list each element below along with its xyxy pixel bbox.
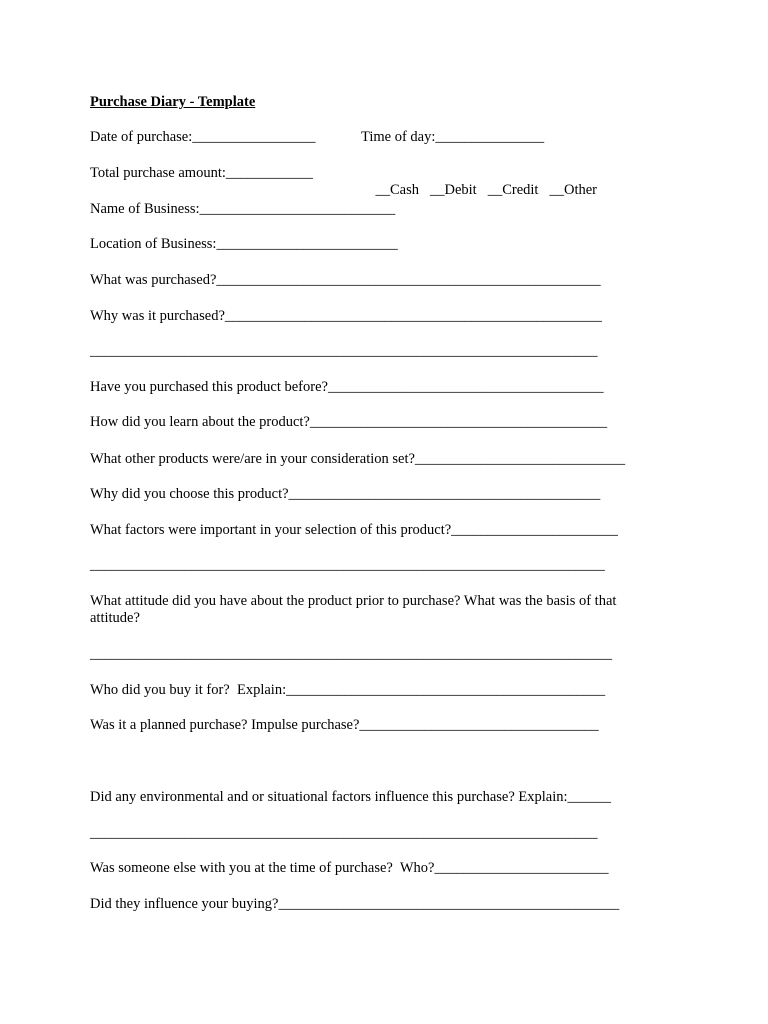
why-purchased-extra-line: ______________________________________________________________________ bbox=[90, 343, 598, 359]
attitude-question: What attitude did you have about the product prior to purchase? What was the basis of that attitude? bbox=[90, 593, 617, 626]
important-factors-field: What factors were important in your selection of this product?_______________________ bbox=[90, 522, 618, 538]
environmental-factors-extra-line: ______________________________________________________________________ bbox=[90, 825, 598, 841]
what-purchased-field: What was purchased?_____________________________________________________ bbox=[90, 272, 601, 288]
why-purchased-field: Why was it purchased?____________________________________________________ bbox=[90, 308, 602, 324]
business-location-field: Location of Business:_________________________ bbox=[90, 236, 398, 252]
influence-buying-field: Did they influence your buying?_______________________________________________ bbox=[90, 896, 620, 912]
attitude-extra-line: ________________________________________________________________________ bbox=[90, 646, 612, 662]
document-title: Purchase Diary - Template bbox=[90, 94, 256, 110]
environmental-factors-field: Did any environmental and or situational factors influence this purchase? Explain:______ bbox=[90, 789, 612, 805]
who-for-field: Who did you buy it for? Explain:____________________________________________ bbox=[90, 682, 606, 698]
learn-about-product-field: How did you learn about the product?_________________________________________ bbox=[90, 414, 608, 430]
planned-impulse-field: Was it a planned purchase? Impulse purchase?_________________________________ bbox=[90, 717, 599, 733]
choose-product-field: Why did you choose this product?___________________________________________ bbox=[90, 486, 601, 502]
purchased-before-field: Have you purchased this product before?______________________________________ bbox=[90, 379, 604, 395]
payment-options bbox=[361, 165, 608, 216]
payment-option-credit: __Credit bbox=[487, 182, 539, 198]
payment-option-debit: __Debit bbox=[430, 182, 477, 198]
date-of-purchase-field: Date of purchase:_________________ bbox=[90, 129, 316, 145]
someone-else-field: Was someone else with you at the time of purchase? Who?________________________ bbox=[90, 860, 609, 876]
payment-option-cash: __Cash bbox=[375, 182, 419, 198]
total-purchase-amount-field: Total purchase amount:____________ bbox=[90, 165, 313, 181]
payment-option-other: __Other bbox=[549, 182, 597, 198]
consideration-set-field: What other products were/are in your consideration set?_____________________________ bbox=[90, 451, 626, 467]
important-factors-extra-line: _______________________________________________________________________ bbox=[90, 557, 605, 573]
time-of-day-field: Time of day:_______________ bbox=[361, 129, 545, 145]
business-name-field: Name of Business:___________________________ bbox=[90, 201, 396, 217]
